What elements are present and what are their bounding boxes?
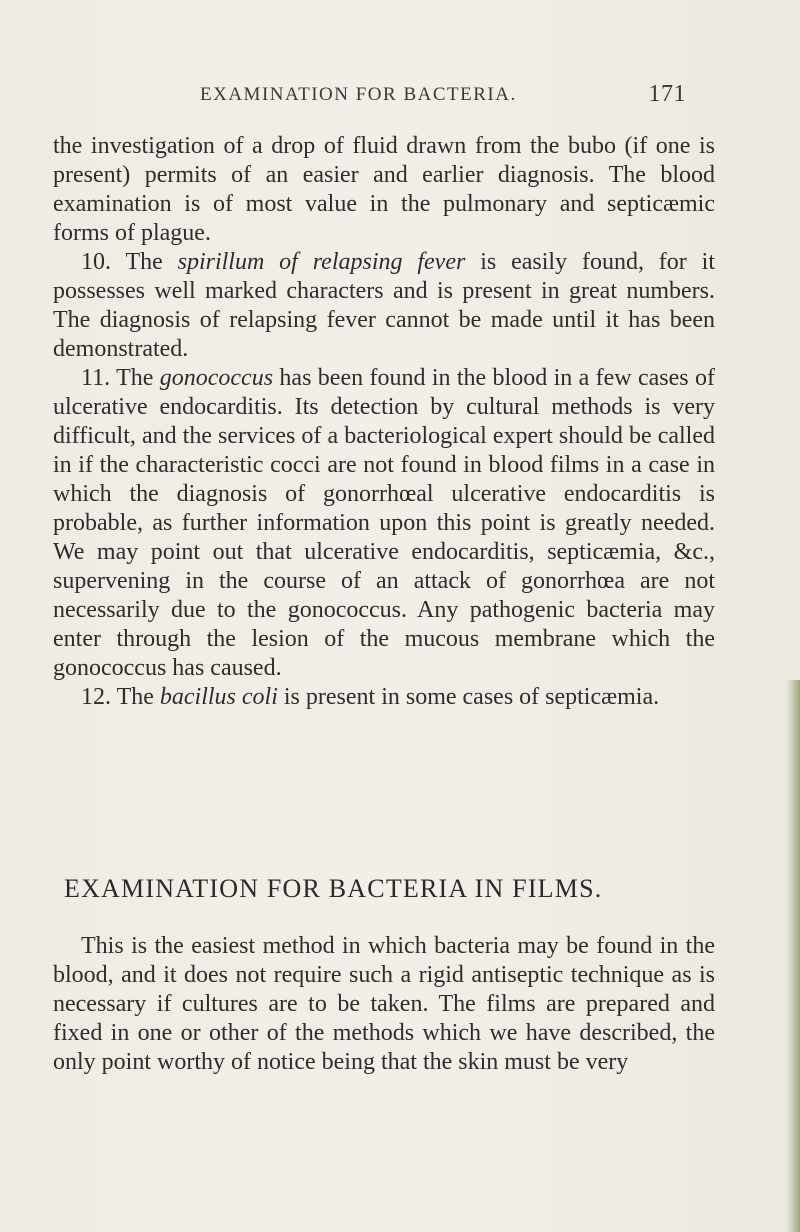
paragraph-text: has been found in the blood in a few cases of ulcerative endocarditis. Its detection by cultural methods is very difficult, and the services of a bacteriological expert should be called in if the characteristic cocci are not found in blood films in a case in which the diagnosis of gonorrhœal ulcerative endocarditis is probable, as further information upon this point is greatly needed. We may point out that ulcerative endocarditis, septicæmia, &c., supervening in the course of an attack of gonorrhœa are not necessarily due to the gonococcus. Any pathogenic bacteria may enter through the lesion of the mucous membrane which the gonococcus has caused. <box>53 365 716 681</box>
page-edge-shadow <box>786 680 800 1232</box>
page-number: 171 <box>648 81 686 107</box>
body-text-upper <box>53 132 715 712</box>
item-lead: The <box>116 365 154 391</box>
paragraph-item-10 <box>53 248 715 364</box>
paragraph-text: the investigation of a drop of fluid drawn from the bubo (if one is present) permits of an easier and earlier diagnosis. The blood examination is of most value in the pulmonary and septicæmic forms of plague. <box>53 133 715 246</box>
paragraph-item-11 <box>53 364 715 683</box>
item-number: 11. <box>81 365 111 391</box>
paragraph-text: is easily found, for it possesses well marked characters and is present in great numbers. The diagnosis of relapsing fever cannot be made until it has been demonstrated. <box>53 249 716 362</box>
organism-name: spirillum of relapsing fever <box>177 249 466 275</box>
section-heading: EXAMINATION FOR BACTERIA IN FILMS. <box>64 874 603 903</box>
paragraph-continuation <box>53 132 715 248</box>
running-head <box>200 81 686 107</box>
body-text-lower <box>53 932 715 1077</box>
item-lead: The <box>116 684 154 710</box>
organism-name: gonococcus <box>159 365 274 391</box>
item-number: 10. <box>81 249 111 275</box>
item-lead: The <box>125 249 163 275</box>
section-paragraph: This is the easiest method in which bacteria may be found in the blood, and it does not require such a rigid antiseptic technique as is necessary if cultures are to be taken. The films are prepared and fixed in one or other of the methods which we have described, the only point worthy of notice being that the skin must be very <box>53 933 715 1075</box>
paragraph-item-12 <box>53 683 715 712</box>
paragraph-text: is present in some cases of septicæmia. <box>283 684 660 710</box>
organism-name: bacillus coli <box>159 684 278 710</box>
item-number: 12. <box>81 684 111 710</box>
running-head-title: EXAMINATION FOR BACTERIA. <box>200 84 517 105</box>
